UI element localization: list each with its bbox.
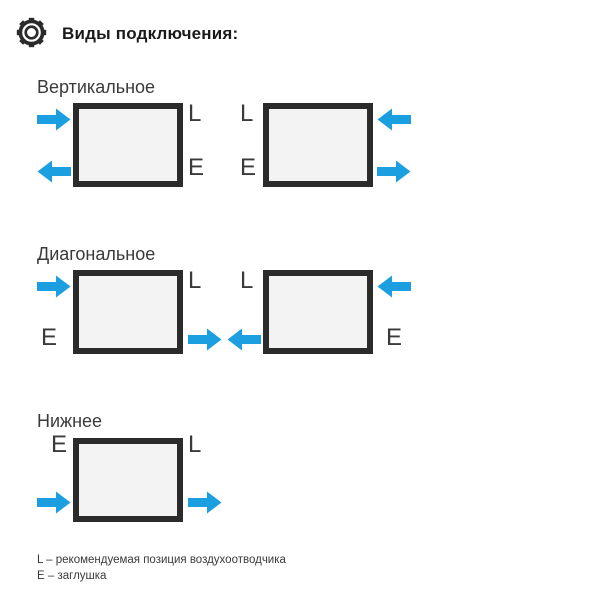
flow-outlet-arrow-icon [227, 328, 261, 351]
radiator-box [263, 103, 373, 187]
radiator-box [73, 438, 183, 522]
gear-icon [16, 17, 47, 48]
flow-outlet-arrow-icon [377, 160, 411, 183]
legend [37, 553, 286, 584]
radiator-box [263, 270, 373, 354]
port-label-air-vent: L [188, 431, 202, 458]
flow-inlet-arrow-icon [377, 108, 411, 131]
radiator-box [73, 103, 183, 187]
port-label-air-vent: L [240, 267, 254, 294]
flow-outlet-arrow-icon [188, 328, 222, 351]
port-label-air-vent: L [240, 100, 254, 127]
section-label-vertical: Вертикальное [37, 77, 156, 97]
flow-inlet-arrow-icon [37, 491, 71, 514]
legend-line-air-vent: L – рекомендуемая позиция воздухоотводчика [37, 554, 286, 566]
flow-inlet-arrow-icon [37, 108, 71, 131]
flow-outlet-arrow-icon [37, 160, 71, 183]
legend-line-plug: E – заглушка [37, 569, 107, 582]
port-label-plug: E [51, 431, 68, 458]
flow-inlet-arrow-icon [37, 275, 71, 298]
flow-outlet-arrow-icon [188, 491, 222, 514]
flow-inlet-arrow-icon [377, 275, 411, 298]
port-label-plug: E [188, 154, 205, 181]
page-title: Виды подключения: [62, 24, 239, 43]
port-label-air-vent: L [188, 100, 202, 127]
port-label-air-vent: L [188, 267, 202, 294]
port-label-plug: E [386, 324, 403, 351]
section-label-bottom: Нижнее [37, 411, 103, 431]
section-label-diagonal: Диагональное [37, 244, 156, 264]
port-label-plug: E [41, 324, 58, 351]
radiator-box [73, 270, 183, 354]
port-label-plug: E [240, 154, 257, 181]
